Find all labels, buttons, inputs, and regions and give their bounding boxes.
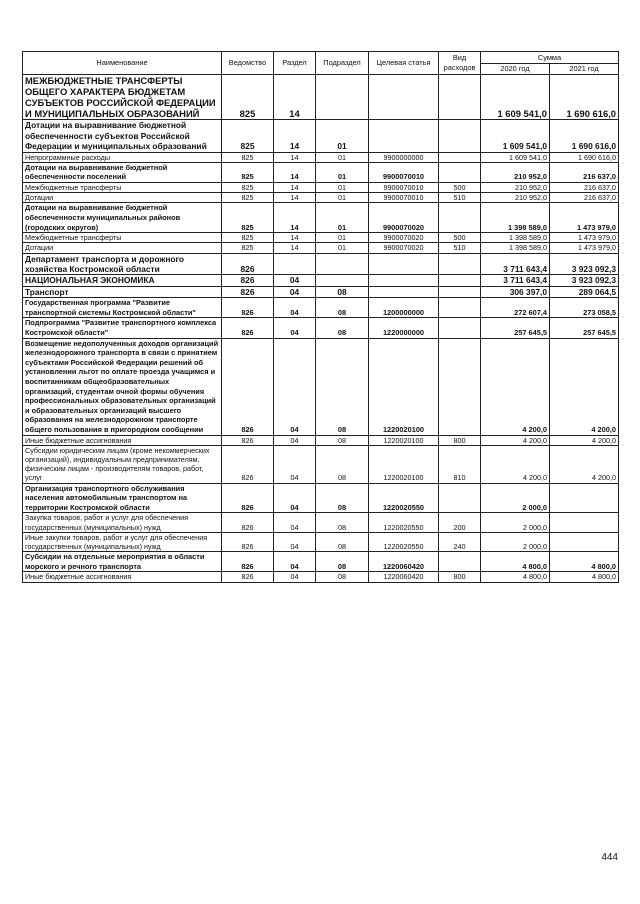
row-name: Департамент транспорта и дорожного хозяйства Костромской области	[23, 253, 222, 275]
row-podrazdel	[316, 253, 369, 275]
table-row	[23, 193, 619, 203]
table-row	[23, 275, 619, 286]
row-target-article: 9900070020	[369, 243, 439, 253]
table-row	[23, 243, 619, 253]
header-expense-type: Вид расходов	[439, 52, 481, 75]
row-target-article: 1220020550	[369, 532, 439, 551]
row-sum-2020: 4 800,0	[481, 552, 550, 572]
row-name: Возмещение недополученных доходов организаций железнодорожного транспорта в связи с принятием субъектами Российской Федерации решений об установлении льгот по оплате проезда учащимся и воспитанникам общеобразовательных организаций, студентам очной формы обучения профессиональных образовательных организаций и образовательных организаций высшего образования на железнодорожном транспорте общего пользования в пригородном сообщении	[23, 338, 222, 435]
row-sum-2021	[550, 532, 619, 551]
row-sum-2021: 4 200,0	[550, 435, 619, 445]
row-razdel: 04	[274, 275, 316, 286]
row-expense-type	[439, 162, 481, 182]
row-podrazdel: 01	[316, 193, 369, 203]
table-row	[23, 233, 619, 243]
table-body	[23, 74, 619, 582]
row-sum-2021: 1 690 616,0	[550, 120, 619, 152]
row-expense-type	[439, 74, 481, 120]
row-target-article	[369, 253, 439, 275]
row-vedomstvo: 826	[222, 253, 274, 275]
row-vedomstvo: 826	[222, 445, 274, 483]
row-sum-2021: 257 645,5	[550, 318, 619, 338]
row-sum-2020: 1 609 541,0	[481, 152, 550, 162]
row-target-article	[369, 120, 439, 152]
row-vedomstvo: 825	[222, 203, 274, 233]
table-row	[23, 203, 619, 233]
row-name: Субсидии юридическим лицам (кроме некоммерческих организаций), индивидуальным предпринимателям, физическим лицам - производителям товаров, работ, услуг	[23, 445, 222, 483]
row-expense-type: 500	[439, 183, 481, 193]
row-podrazdel: 08	[316, 513, 369, 532]
budget-page	[22, 51, 618, 583]
row-razdel: 14	[274, 243, 316, 253]
row-sum-2021: 4 200,0	[550, 445, 619, 483]
table-row	[23, 572, 619, 582]
row-expense-type: 800	[439, 572, 481, 582]
row-expense-type: 810	[439, 445, 481, 483]
row-podrazdel: 08	[316, 435, 369, 445]
header-year-2020: 2020 год	[481, 64, 550, 75]
row-name: Дотации	[23, 193, 222, 203]
row-vedomstvo: 826	[222, 552, 274, 572]
row-name: Непрограммные расходы	[23, 152, 222, 162]
table-row	[23, 513, 619, 532]
row-sum-2020: 2 000,0	[481, 513, 550, 532]
row-vedomstvo: 826	[222, 286, 274, 297]
row-target-article: 1220000000	[369, 318, 439, 338]
row-podrazdel: 08	[316, 286, 369, 297]
row-sum-2021: 3 923 092,3	[550, 275, 619, 286]
row-sum-2021: 216 637,0	[550, 183, 619, 193]
row-sum-2021: 216 637,0	[550, 193, 619, 203]
row-sum-2020: 1 609 541,0	[481, 74, 550, 120]
row-podrazdel: 08	[316, 483, 369, 513]
header-razdel: Раздел	[274, 52, 316, 75]
table-row	[23, 435, 619, 445]
row-vedomstvo: 825	[222, 193, 274, 203]
table-header	[23, 52, 619, 75]
budget-table	[22, 51, 619, 583]
row-razdel: 14	[274, 203, 316, 233]
row-target-article: 9900070020	[369, 233, 439, 243]
row-sum-2021: 1 690 616,0	[550, 74, 619, 120]
row-expense-type	[439, 338, 481, 435]
row-target-article: 1220020100	[369, 338, 439, 435]
row-sum-2020: 1 398 589,0	[481, 233, 550, 243]
row-sum-2021: 3 923 092,3	[550, 253, 619, 275]
row-sum-2021: 216 637,0	[550, 162, 619, 182]
row-sum-2020: 4 800,0	[481, 572, 550, 582]
row-vedomstvo: 826	[222, 318, 274, 338]
row-expense-type: 240	[439, 532, 481, 551]
row-name: Межбюджетные трансферты	[23, 233, 222, 243]
row-sum-2021	[550, 513, 619, 532]
row-vedomstvo: 825	[222, 243, 274, 253]
row-razdel: 04	[274, 572, 316, 582]
row-vedomstvo: 826	[222, 572, 274, 582]
row-razdel: 14	[274, 74, 316, 120]
row-podrazdel: 08	[316, 318, 369, 338]
row-razdel: 14	[274, 152, 316, 162]
row-target-article: 9900000000	[369, 152, 439, 162]
header-podrazdel: Подраздел	[316, 52, 369, 75]
row-expense-type	[439, 483, 481, 513]
row-razdel: 04	[274, 552, 316, 572]
row-vedomstvo: 826	[222, 532, 274, 551]
row-name: Иные бюджетные ассигнования	[23, 572, 222, 582]
row-sum-2021: 4 800,0	[550, 552, 619, 572]
row-vedomstvo: 825	[222, 233, 274, 243]
row-expense-type	[439, 318, 481, 338]
row-expense-type: 500	[439, 233, 481, 243]
row-podrazdel: 08	[316, 338, 369, 435]
page-number: 444	[601, 852, 618, 863]
row-target-article: 1220060420	[369, 552, 439, 572]
row-target-article: 1200000000	[369, 298, 439, 318]
table-row	[23, 120, 619, 152]
row-sum-2020: 2 000,0	[481, 532, 550, 551]
table-row	[23, 162, 619, 182]
row-vedomstvo: 826	[222, 483, 274, 513]
row-sum-2020: 210 952,0	[481, 183, 550, 193]
row-vedomstvo: 825	[222, 152, 274, 162]
row-sum-2020: 257 645,5	[481, 318, 550, 338]
row-target-article: 9900070020	[369, 203, 439, 233]
row-vedomstvo: 825	[222, 120, 274, 152]
row-razdel: 04	[274, 513, 316, 532]
row-target-article: 9900070010	[369, 183, 439, 193]
row-target-article: 1220020550	[369, 513, 439, 532]
row-razdel: 14	[274, 162, 316, 182]
row-name: Подпрограмма "Развитие транспортного комплекса Костромской области"	[23, 318, 222, 338]
row-podrazdel: 01	[316, 233, 369, 243]
row-target-article	[369, 286, 439, 297]
row-name: Дотации на выравнивание бюджетной обеспеченности поселений	[23, 162, 222, 182]
row-vedomstvo: 826	[222, 275, 274, 286]
row-razdel	[274, 253, 316, 275]
row-name: МЕЖБЮДЖЕТНЫЕ ТРАНСФЕРТЫ ОБЩЕГО ХАРАКТЕРА БЮДЖЕТАМ СУБЪЕКТОВ РОССИЙСКОЙ ФЕДЕРАЦИИ И МУНИЦИПАЛЬНЫХ ОБРАЗОВАНИЙ	[23, 74, 222, 120]
row-expense-type	[439, 275, 481, 286]
row-target-article: 9900070010	[369, 162, 439, 182]
row-vedomstvo: 826	[222, 338, 274, 435]
table-row	[23, 152, 619, 162]
row-target-article: 1220020550	[369, 483, 439, 513]
row-sum-2020: 4 200,0	[481, 445, 550, 483]
row-name: Закупка товаров, работ и услуг для обеспечения государственных (муниципальных) нужд	[23, 513, 222, 532]
row-sum-2021: 1 690 616,0	[550, 152, 619, 162]
row-razdel: 14	[274, 193, 316, 203]
row-razdel: 04	[274, 435, 316, 445]
row-sum-2021: 1 473 979,0	[550, 233, 619, 243]
row-podrazdel	[316, 275, 369, 286]
table-row	[23, 286, 619, 297]
row-name: Транспорт	[23, 286, 222, 297]
row-target-article	[369, 74, 439, 120]
row-podrazdel: 08	[316, 445, 369, 483]
table-row	[23, 483, 619, 513]
row-vedomstvo: 826	[222, 298, 274, 318]
row-name: Организация транспортного обслуживания населения автомобильным транспортом на территории Костромской области	[23, 483, 222, 513]
row-target-article	[369, 275, 439, 286]
row-vedomstvo: 826	[222, 435, 274, 445]
row-sum-2021: 1 473 979,0	[550, 203, 619, 233]
row-sum-2021: 273 058,5	[550, 298, 619, 318]
row-vedomstvo: 825	[222, 162, 274, 182]
row-sum-2020: 210 952,0	[481, 193, 550, 203]
row-name: Иные бюджетные ассигнования	[23, 435, 222, 445]
row-expense-type: 510	[439, 243, 481, 253]
row-expense-type	[439, 152, 481, 162]
row-name: НАЦИОНАЛЬНАЯ ЭКОНОМИКА	[23, 275, 222, 286]
row-sum-2021	[550, 483, 619, 513]
row-expense-type	[439, 120, 481, 152]
row-sum-2020: 3 711 643,4	[481, 275, 550, 286]
row-razdel: 04	[274, 483, 316, 513]
header-year-2021: 2021 год	[550, 64, 619, 75]
table-row	[23, 552, 619, 572]
row-expense-type	[439, 253, 481, 275]
header-vedomstvo: Ведомство	[222, 52, 274, 75]
row-target-article: 1220020100	[369, 435, 439, 445]
table-row	[23, 183, 619, 193]
row-razdel: 14	[274, 120, 316, 152]
row-podrazdel: 01	[316, 162, 369, 182]
row-name: Дотации на выравнивание бюджетной обеспеченности муниципальных районов (городских округов)	[23, 203, 222, 233]
row-sum-2021: 289 064,5	[550, 286, 619, 297]
table-row	[23, 318, 619, 338]
table-row	[23, 298, 619, 318]
table-row	[23, 532, 619, 551]
row-expense-type: 200	[439, 513, 481, 532]
row-sum-2020: 4 200,0	[481, 338, 550, 435]
row-razdel: 04	[274, 338, 316, 435]
row-razdel: 14	[274, 183, 316, 193]
row-name: Государственная программа "Развитие транспортной системы Костромской области"	[23, 298, 222, 318]
row-razdel: 14	[274, 233, 316, 243]
row-podrazdel: 01	[316, 120, 369, 152]
header-summa: Сумма	[481, 52, 619, 64]
table-row	[23, 253, 619, 275]
row-podrazdel: 08	[316, 532, 369, 551]
row-expense-type	[439, 286, 481, 297]
row-target-article: 1220020100	[369, 445, 439, 483]
row-expense-type	[439, 298, 481, 318]
table-row	[23, 338, 619, 435]
row-expense-type: 510	[439, 193, 481, 203]
header-name: Наименование	[23, 52, 222, 75]
row-target-article: 9900070010	[369, 193, 439, 203]
row-podrazdel	[316, 74, 369, 120]
row-sum-2020: 3 711 643,4	[481, 253, 550, 275]
row-podrazdel: 08	[316, 298, 369, 318]
row-sum-2021: 4 200,0	[550, 338, 619, 435]
row-sum-2020: 272 607,4	[481, 298, 550, 318]
row-sum-2020: 1 398 589,0	[481, 243, 550, 253]
row-sum-2020: 1 398 589,0	[481, 203, 550, 233]
row-podrazdel: 01	[316, 152, 369, 162]
table-row	[23, 74, 619, 120]
row-podrazdel: 08	[316, 572, 369, 582]
row-razdel: 04	[274, 298, 316, 318]
row-name: Субсидии на отдельные мероприятия в области морского и речного транспорта	[23, 552, 222, 572]
row-sum-2020: 306 397,0	[481, 286, 550, 297]
row-expense-type: 800	[439, 435, 481, 445]
row-sum-2020: 1 609 541,0	[481, 120, 550, 152]
row-name: Дотации	[23, 243, 222, 253]
row-razdel: 04	[274, 532, 316, 551]
row-podrazdel: 01	[316, 203, 369, 233]
row-podrazdel: 08	[316, 552, 369, 572]
row-expense-type	[439, 203, 481, 233]
table-row	[23, 445, 619, 483]
row-podrazdel: 01	[316, 183, 369, 193]
row-sum-2020: 2 000,0	[481, 483, 550, 513]
row-razdel: 04	[274, 286, 316, 297]
row-vedomstvo: 825	[222, 74, 274, 120]
row-razdel: 04	[274, 318, 316, 338]
row-name: Дотации на выравнивание бюджетной обеспеченности субъектов Российской Федерации и муниципальных образований	[23, 120, 222, 152]
row-vedomstvo: 825	[222, 183, 274, 193]
row-podrazdel: 01	[316, 243, 369, 253]
row-sum-2021: 1 473 979,0	[550, 243, 619, 253]
row-expense-type	[439, 552, 481, 572]
row-name: Иные закупки товаров, работ и услуг для обеспечения государственных (муниципальных) нужд	[23, 532, 222, 551]
row-name: Межбюджетные трансферты	[23, 183, 222, 193]
row-vedomstvo: 826	[222, 513, 274, 532]
row-target-article: 1220060420	[369, 572, 439, 582]
row-sum-2021: 4 800,0	[550, 572, 619, 582]
row-sum-2020: 210 952,0	[481, 162, 550, 182]
row-razdel: 04	[274, 445, 316, 483]
header-target-article: Целевая статья	[369, 52, 439, 75]
row-sum-2020: 4 200,0	[481, 435, 550, 445]
